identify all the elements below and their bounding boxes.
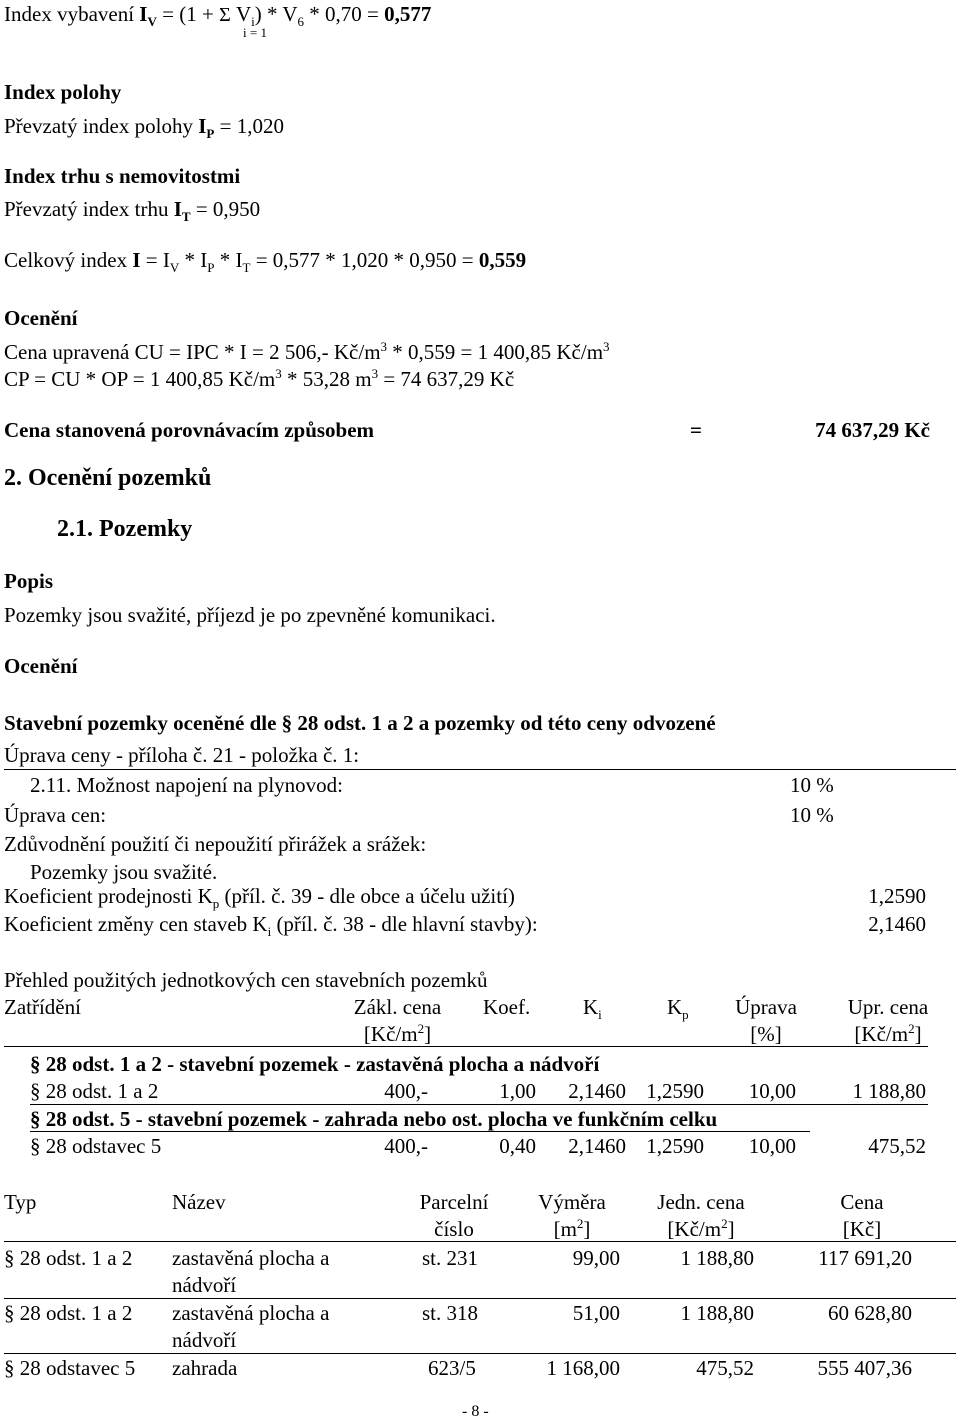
uprava-cen-label: Úprava cen: — [4, 803, 107, 827]
col-ki: $K_i$ — [583, 995, 602, 1023]
zduvodneni-text: Pozemky jsou svažité. — [30, 860, 218, 884]
prehled-row-rule — [30, 1131, 810, 1132]
index-trhu-line: Převzatý index trhu $I_T = 0,950$ — [4, 197, 261, 225]
col-zakl-cena: Zákl. cena $[Kč/m^2]$ — [353, 995, 442, 1046]
cp-line: CP = CU * OP = 1 400,85 $Kč/m^3 * 53,28$ $m^3 = 74$ 637,29 Kč — [4, 366, 515, 391]
prehled-header-rule — [4, 1046, 928, 1047]
ki-value: 2,1460 — [868, 912, 926, 936]
col-typ: Typ — [4, 1190, 37, 1214]
prehled-row-rule — [30, 1104, 928, 1105]
kp-label: Koeficient prodejnosti $K_p$ (příl. č. 39 - dle obce a účelu užití) — [4, 884, 515, 912]
index-trhu-heading: Index trhu s nemovitostmi — [4, 164, 241, 188]
index-polohy-heading: Index polohy — [4, 80, 122, 104]
parcel-header-rule — [4, 1241, 956, 1242]
cena-stanovena-value: 74 637,29 Kč — [815, 418, 930, 442]
index-vybaveni-value: 0,577 — [384, 2, 432, 26]
index-polohy-line: Převzatý index polohy $I_P = 1,020$ — [4, 114, 284, 142]
kp-value: 1,2590 — [868, 884, 926, 908]
popis-heading: Popis — [4, 569, 54, 593]
col-uprava: Úprava [%] — [735, 995, 797, 1046]
plynovod-label: 2.11. Možnost napojení na plynovod: — [30, 773, 344, 797]
divider — [4, 769, 956, 770]
col-upr-cena: Upr. cena $[Kč/m^2]$ — [847, 995, 929, 1046]
celkovy-index-value: 0,559 — [478, 248, 527, 272]
uprava-cen-value: 10 % — [790, 803, 834, 827]
col-jedn-cena: Jedn. cena $[Kč/m^2]$ — [657, 1190, 745, 1241]
prehled-group-row: § 28 odst. 5 - stavební pozemek - zahrada nebo ost. plocha ve funkčním celku — [30, 1107, 718, 1131]
uprava-ceny-line: Úprava ceny - příloha č. 21 - položka č. 1: — [4, 743, 360, 767]
parcel-row-rule — [4, 1298, 956, 1299]
prehled-group-row: § 28 odst. 1 a 2 - stavební pozemek - zastavěná plocha a nádvoří — [30, 1052, 600, 1076]
oceneni-heading: Ocenění — [4, 306, 78, 330]
col-koef: Koef. — [483, 995, 531, 1019]
section-title: 2. Ocenění pozemků — [4, 465, 212, 491]
col-kp: $K_p$ — [667, 995, 689, 1023]
celkovy-index-line: Celkový index $I = I_V * I_P * I_T = 0,577 * 1,020 * 0,950 = 0,559$ — [4, 248, 527, 276]
prehled-title: Přehled použitých jednotkových cen stavebních pozemků — [4, 968, 488, 992]
col-vymera: Výměra $[m^2]$ — [538, 1190, 606, 1241]
cena-stanovena-eq: = — [690, 418, 702, 442]
plynovod-value: 10 % — [790, 773, 834, 797]
zduvodneni-label: Zdůvodnění použití či nepoužití přirážek a srážek: — [4, 832, 427, 856]
section-subtitle: 2.1. Pozemky — [57, 516, 193, 542]
index-vybaveni-symbol: $I_V$ — [139, 2, 157, 30]
parcel-row-rule — [4, 1353, 956, 1354]
stavebni-heading: Stavební pozemky oceněné dle § 28 odst. 1 a 2 a pozemky od této ceny odvozené — [4, 711, 716, 735]
col-nazev: Název — [172, 1190, 226, 1214]
sum-range: i = 1 — [243, 25, 267, 40]
index-vybaveni-label: Index vybavení — [4, 2, 135, 26]
col-zatrideni: Zatřídění — [4, 995, 81, 1019]
cena-stanovena-label: Cena stanovená porovnávacím způsobem — [4, 418, 375, 442]
cena-upravena-line: Cena upravená CU = IPC * I = 2 506,- $Kč/m^3 * 0,559 = 1$ 400,85 $Kč/m^3$ — [4, 339, 610, 364]
ki-label: Koeficient změny cen staveb $K_i$ (příl. č. 38 - dle hlavní stavby): — [4, 912, 538, 940]
page-number: - 8 - — [462, 1403, 489, 1420]
col-parcelni: Parcelní číslo — [419, 1190, 489, 1241]
sum-symbol: Σ — [219, 4, 231, 26]
col-cena: Cena [Kč] — [840, 1190, 884, 1241]
index-vybaveni-line: Index vybavení $I_V = (1 + \Sigma$ $V_i) * V_6 * 0,70 = 0,577$ — [4, 2, 432, 30]
oceneni2-heading: Ocenění — [4, 654, 78, 678]
popis-text: Pozemky jsou svažité, příjezd je po zpevněné komunikaci. — [4, 603, 496, 627]
